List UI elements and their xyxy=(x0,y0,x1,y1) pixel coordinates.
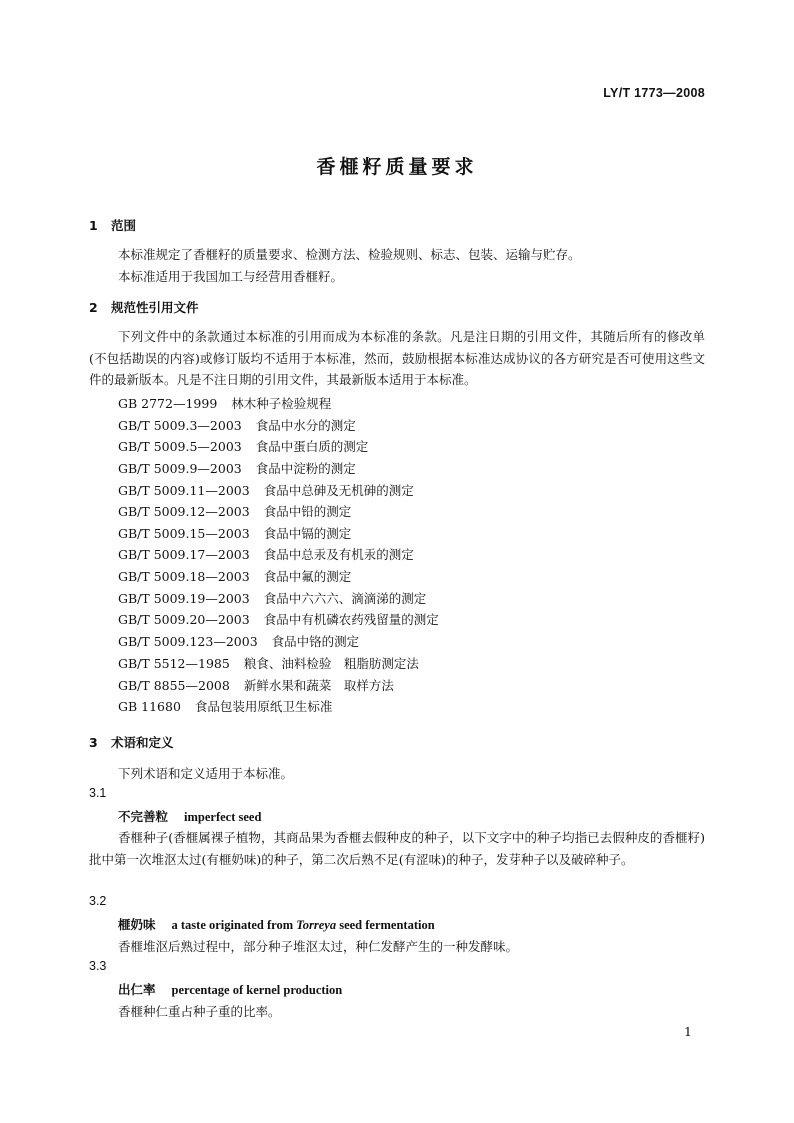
term-chinese: 不完善粒 xyxy=(118,809,169,824)
term-definition: 香榧种子(香榧属裸子植物，其商品果为香榧去假种皮的种子，以下文字中的种子均指已去假种皮的香榧籽)批中第一次堆沤太过(有榧奶味)的种子，第二次后熟不足(有涩味)的种子，发芽种子以及破碎种子。 xyxy=(89,830,705,867)
term-heading xyxy=(118,915,435,933)
section-number: 1 xyxy=(89,218,98,233)
reference-code: GB/T 5009.12—2003 xyxy=(118,504,250,519)
reference-item xyxy=(118,416,356,434)
reference-item xyxy=(118,502,351,520)
reference-title: 食品中镉的测定 xyxy=(263,526,352,541)
reference-code: GB/T 5009.5—2003 xyxy=(118,439,242,454)
term-english-italic: Torreya xyxy=(296,918,337,932)
term-number: 3.3 xyxy=(89,959,107,973)
reference-title: 食品中淀粉的测定 xyxy=(255,461,356,476)
section-title: 术语和定义 xyxy=(111,735,174,750)
standard-code: LY/T 1773—2008 xyxy=(603,86,705,100)
term-english-part: a taste originated from xyxy=(171,918,297,932)
reference-item xyxy=(118,632,359,650)
reference-code: GB/T 5009.11—2003 xyxy=(118,483,250,498)
term-chinese: 榧奶味 xyxy=(118,917,156,932)
reference-title: 食品中铬的测定 xyxy=(271,634,360,649)
reference-item xyxy=(118,481,414,499)
reference-code: GB/T 5009.15—2003 xyxy=(118,526,250,541)
reference-code: GB/T 8855—2008 xyxy=(118,678,230,693)
reference-code: GB/T 5009.123—2003 xyxy=(118,634,258,649)
term-number: 3.1 xyxy=(89,786,107,800)
reference-code: GB/T 5512—1985 xyxy=(118,656,230,671)
paragraph: 下列文件中的条款通过本标准的引用而成为本标准的条款。凡是注日期的引用文件，其随后所有的修改单(不包括勘误的内容)或修订版均不适用于本标准，然而，鼓励根据本标准达成协议的各方研究是否可使用这些文件的最新版本。凡是不注日期的引用文件，其最新版本适用于本标准。 xyxy=(89,329,705,388)
reference-code: GB 11680 xyxy=(118,699,181,714)
reference-title: 食品中铅的测定 xyxy=(263,504,352,519)
term-english: imperfect seed xyxy=(184,810,262,824)
section-title: 范围 xyxy=(111,218,137,233)
reference-item xyxy=(118,567,351,585)
reference-code: GB/T 5009.18—2003 xyxy=(118,569,250,584)
term-english-part: seed fermentation xyxy=(336,918,435,932)
section-number: 3 xyxy=(89,735,98,750)
reference-item xyxy=(118,589,426,607)
reference-code: GB/T 5009.9—2003 xyxy=(118,461,242,476)
section-title: 规范性引用文件 xyxy=(111,300,199,315)
reference-code: GB/T 5009.3—2003 xyxy=(118,418,242,433)
section-3-heading xyxy=(89,733,174,751)
reference-item xyxy=(118,437,368,455)
document-title: 香榧籽质量要求 xyxy=(316,156,478,178)
reference-title: 食品中六六六、滴滴涕的测定 xyxy=(263,591,427,606)
reference-item xyxy=(118,654,419,672)
term-english: percentage of kernel production xyxy=(171,983,343,997)
reference-title: 食品中有机磷农药残留量的测定 xyxy=(263,612,439,627)
reference-title: 食品包装用原纸卫生标准 xyxy=(194,699,333,714)
term-english xyxy=(172,918,435,932)
page-number: 1 xyxy=(684,1024,692,1039)
term-definition: 香榧种仁重占种子重的比率。 xyxy=(118,1004,281,1019)
term-definition: 香榧堆沤后熟过程中，部分种子堆沤太过，种仁发酵产生的一种发酵味。 xyxy=(118,939,519,954)
paragraph-line: 本标准适用于我国加工与经营用香榧籽。 xyxy=(118,269,344,284)
reference-item xyxy=(118,697,332,715)
section-number: 2 xyxy=(89,300,98,315)
term-chinese: 出仁率 xyxy=(118,982,156,997)
reference-title: 林木种子检验规程 xyxy=(231,396,332,411)
reference-title: 食品中蛋白质的测定 xyxy=(255,439,369,454)
reference-item xyxy=(118,545,414,563)
reference-title: 新鲜水果和蔬菜 取样方法 xyxy=(243,678,394,693)
reference-item xyxy=(118,394,331,412)
reference-title: 食品中总汞及有机汞的测定 xyxy=(263,547,414,562)
reference-item xyxy=(118,610,439,628)
reference-title: 粮食、油料检验 粗脂肪测定法 xyxy=(243,656,419,671)
section-1-heading xyxy=(89,216,136,234)
reference-title: 食品中总砷及无机砷的测定 xyxy=(263,483,414,498)
reference-item xyxy=(118,676,394,694)
reference-title: 食品中水分的测定 xyxy=(255,418,356,433)
reference-item xyxy=(118,459,356,477)
term-heading xyxy=(118,980,342,998)
reference-code: GB/T 5009.17—2003 xyxy=(118,547,250,562)
section-2-heading xyxy=(89,298,199,316)
paragraph-line: 下列术语和定义适用于本标准。 xyxy=(118,766,294,781)
reference-code: GB/T 5009.20—2003 xyxy=(118,612,250,627)
reference-code: GB/T 5009.19—2003 xyxy=(118,591,250,606)
reference-code: GB 2772—1999 xyxy=(118,396,218,411)
term-heading xyxy=(118,807,261,825)
term-number: 3.2 xyxy=(89,894,107,908)
paragraph-line: 本标准规定了香榧籽的质量要求、检测方法、检验规则、标志、包装、运输与贮存。 xyxy=(118,247,581,262)
reference-item xyxy=(118,524,351,542)
reference-title: 食品中氟的测定 xyxy=(263,569,352,584)
